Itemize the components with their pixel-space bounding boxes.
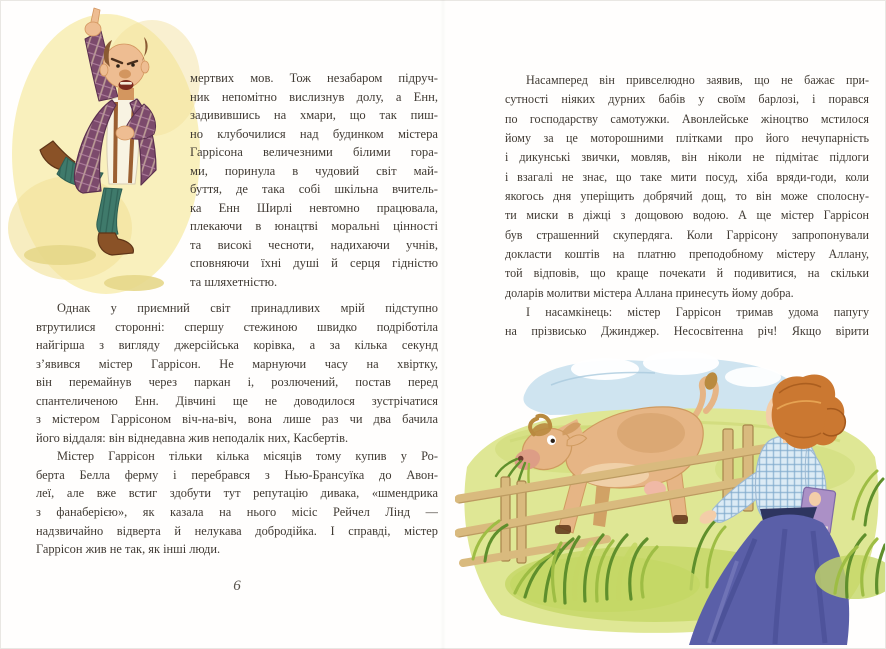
illustration-running-man: [6, 2, 206, 302]
text-line: його віддаля: він віднедавна жив неподалік них, Касбертів.: [36, 430, 349, 445]
paragraph: [505, 71, 869, 303]
man-chest-hand: [116, 126, 134, 140]
text-line: Гаррісон жив не так, як інші люди.: [36, 542, 221, 557]
ear-right: [141, 61, 149, 73]
right-column: [505, 71, 869, 342]
text-line: сутності ніяких дурних бабів у своїм барлозі, і порався: [505, 92, 869, 107]
cow-front-hoof: [555, 525, 571, 534]
girl-hand-on-book: [809, 492, 821, 506]
text-line: Гаррісона величезними білими гора-: [190, 145, 438, 160]
text-line: та високі чесноти, надихаючи учнів,: [190, 237, 438, 252]
paragraph: [36, 299, 438, 447]
text-line: І насамкінець: містер Гаррісон тримав удома папугу: [526, 305, 869, 320]
page-number: 6: [233, 578, 241, 594]
eye-left: [116, 64, 120, 68]
text-line: леї, але вже встиг здобути тут репутацію дивака, «шмендрика: [36, 486, 438, 501]
text-line: з’явився містер Гаррісон. Не марнуючи часу на хвіртку,: [36, 356, 438, 371]
text-line: з містером Гаррісоном віч-на-віч, вона лише раз чи два бачила: [36, 412, 438, 427]
text-line: йому за це моторошними плітками про його нечупарність: [505, 131, 869, 146]
text-line: ка Енн Ширлі невтомно працювала,: [190, 200, 438, 215]
text-line: но клубочилися над будинком містера: [190, 126, 438, 141]
ear-left: [100, 64, 108, 76]
text-line: мертвих мов. Тож незабаром підруч-: [190, 71, 438, 85]
text-line: докласти коштів на платню преподобному містеру Аллану,: [505, 247, 869, 262]
text-line: по господарству самотужки. Авонлейське жіноцтво мстилося: [505, 111, 869, 126]
text-line: надзвичайно відверта й нелукава добродійка. І справді, містер: [36, 523, 438, 538]
text-line: буття, де така собі шкільна вчитель-: [190, 182, 438, 197]
paragraph: [36, 447, 438, 558]
illustration-cow-and-girl: [455, 349, 885, 649]
cloud: [725, 367, 781, 387]
text-line: з фанаберією», як казала на нього місіс Рейчел Лінд —: [36, 505, 438, 520]
cloud: [643, 351, 719, 375]
text-line: той відповів, що краще почекати й подивитися, на скільки: [505, 266, 869, 281]
text-line: Однак у приємний світ принадливих мрій підступно: [57, 301, 438, 315]
text-line: задивившись на хмари, що так пиш-: [190, 108, 438, 123]
suspender-left: [115, 102, 116, 183]
text-line: найгірша з вигляду джерсійська корівка, а за кілька секунд: [36, 338, 438, 353]
text-line: ми, поринула в чудовий світ май-: [190, 163, 438, 178]
text-line: на прізвисько Джинджер. Несосвітенна річ! Якщо вірити: [505, 324, 869, 339]
text-line: ти миски в діжці з дощовою водою. А ще містер Гаррісон: [505, 208, 869, 223]
text-line: і взагалі не знає, що таке мити посуд, хіба вряди-годи, коли: [505, 169, 869, 184]
text-line: Містер Гаррісон тільки кілька місяців тому купив у Ро-: [57, 449, 438, 464]
text-line: Насамперед він привселюдно заявив, що не бажає при-: [526, 73, 869, 87]
left-wide-column: [36, 299, 438, 559]
text-line: якогось дня уперіщить добрячий дощ, то він може сполосну-: [505, 189, 869, 204]
text-line: доларів молитви містера Аллана принесуть йому добра.: [505, 285, 794, 300]
eye-right: [131, 63, 135, 67]
text-line: був страшенний скупердяга. Коли Гаррісону запропонували: [505, 227, 869, 242]
text-line: втрутилися сторонні: спершу стежиною швидко подріботіла: [36, 319, 438, 334]
text-line: та шляхетністю.: [190, 275, 278, 290]
text-line: він перемайнув через паркан і, розлючений, постав перед: [36, 375, 438, 390]
teeth: [120, 82, 132, 85]
sky: [523, 351, 797, 415]
text-line: плекаючи в юнацтві моральні цінності: [190, 219, 438, 234]
text-line: спантеличеною Енн. Дівчині ще не доводилося зустрічатися: [36, 393, 438, 408]
paragraph: [505, 303, 869, 342]
text-line: і дикунські звички, мовляв, він ніколи не підмітає підлоги: [505, 150, 869, 165]
cow-hind-hoof: [673, 515, 688, 524]
left-narrow-column: [190, 69, 438, 292]
text-line: ник непомітно вислизнув долу, а Енн,: [190, 89, 438, 104]
text-line: сповняючи їхні душі й серця гідністю: [190, 256, 438, 271]
cow-patch: [617, 413, 685, 453]
nose: [119, 70, 131, 79]
text-line: берта Белла ферму і перебрався з Нью-Брансуїка до Авон-: [36, 467, 438, 482]
open-mouth: [119, 80, 134, 90]
